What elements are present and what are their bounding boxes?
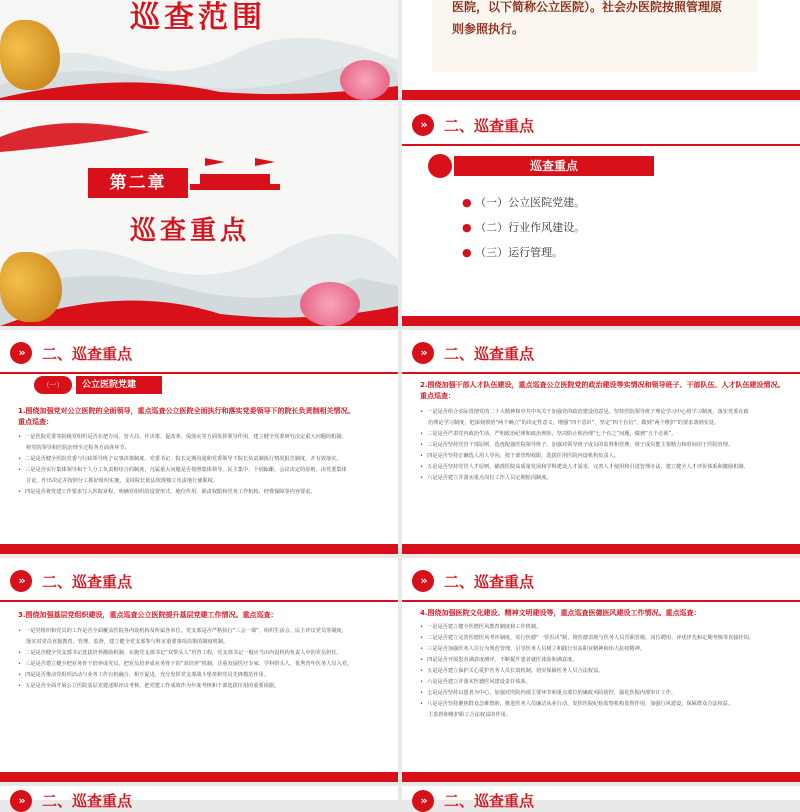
tag-title: 公立医院党建	[76, 376, 162, 394]
chevron-right-icon: »	[412, 342, 434, 364]
section-header: 二、巡查重点	[444, 345, 535, 363]
content-line: • 三是是否实行集体领导和个人分工负责相结合的制度，凡属重大问题是否按照集体领导、民主集中、个别酝酿、会议决定的原则，由党委集体	[18, 465, 384, 475]
content-line: • 五是是否建立保护关心爱护医务人员长效机制，切实保障医务人员合法权益。	[420, 666, 786, 676]
flag-building-icon	[190, 154, 280, 194]
box-icon	[428, 154, 452, 178]
content-line: • 七是是否坚持以患者为中心，加强对医院内部主要环节和重点部位的廉政风险防控，强化医院内部审计工作。	[420, 688, 786, 698]
header-divider	[402, 372, 800, 374]
section-header: 二、巡查重点	[444, 792, 535, 810]
content-line: • 四是是否将党建工作要求写入医院章程，明确党组织的设置形式、地位作用、职责权限和党务工作机构、经费保障等内容要求。	[18, 487, 384, 497]
footer-bar	[402, 544, 800, 554]
box-title: 巡查重点	[454, 156, 654, 176]
header-divider	[0, 372, 398, 374]
slide-talent	[402, 330, 800, 554]
footer-bar	[0, 772, 398, 782]
chevron-right-icon: »	[412, 790, 434, 812]
footer-bar	[402, 772, 800, 782]
slide-scope-title	[0, 0, 398, 100]
chevron-right-icon: »	[10, 570, 32, 592]
content-line: • 三是是否建立健全把业务骨干培养成党员、把党员培养成业务骨干的“双培养”机制，注重发展医疗专家、学科带头人、优秀青年医务人员入党。	[18, 659, 384, 669]
content-line: 主监督和维护职工合法权益的作用。	[428, 712, 512, 718]
header-divider	[0, 600, 398, 602]
content-heading: 2.围绕加强干部人才队伍建设，重点巡查公立医院党的政治建设等实情况和领导班子、干部队伍、人才队伍建设情况。重点巡查：	[420, 381, 785, 400]
chevron-right-icon: »	[412, 570, 434, 592]
footer-bar	[0, 544, 398, 554]
header-divider	[402, 600, 800, 602]
content-line: • 三是是否加强医务人员行为规范管理，引导医务人员树立和践行崇高职业精神和伟大抗疫精神。	[420, 644, 786, 654]
content-line: • 二是是否健全党支部书记选拔培养激励机制，实施党支部书记“双带头人”培育工程，党支部书记一般应当由内设机构负责人中的党员担任。	[18, 648, 384, 658]
content-heading: 3.围绕加强基层党组织建设，重点巡查公立医院提升基层党建工作情况。重点巡查：	[18, 611, 278, 619]
section-header: 二、巡查重点	[444, 573, 535, 591]
slide-culture	[402, 558, 800, 782]
section-header: 二、巡查重点	[42, 792, 133, 810]
content-line: • 一是是否建立健全医德医风教育制度和工作机制。	[420, 622, 786, 632]
content-line: • 三是是否坚持党管干部原则，选优配强医院领导班子，加强对领导班子成员的监督和管理，班子成员能主要精力和时间用于医院管理。	[420, 440, 786, 450]
flower-decoration	[300, 282, 360, 326]
content-line: • 四是是否坚持正确选人用人导向，按干部管理权限，选拔任用医院内设机构负责人。	[420, 451, 786, 461]
content-line: • 二是是否建立完善医德医风考评制度，实行医德“一票否决”制，将医德表现与医务人员晋职晋级、岗位聘用、评优评先和定期考核等直接挂钩。	[420, 633, 786, 643]
content-line: • 二是是否健全医院党委与行政领导班子议事决策制度，党委书记、院长定期沟通和党委领导下院长负责制执行情况报告制度，并有效落实。	[18, 454, 384, 464]
footer-bar	[402, 90, 800, 100]
section-header: 二、巡查重点	[42, 345, 133, 363]
content-line: • 六是是否建立并落实医德医风建设责任体系。	[420, 677, 786, 687]
chevron-right-icon: »	[412, 114, 434, 136]
content-line: • 一是党组织和党员的工作是否全面覆盖医院各内设机构及所属各单位，党支部是否严格执行“三会一课”、组织生活会、民主评议党员等制度，	[18, 626, 384, 636]
slide-scope-text	[402, 0, 800, 100]
content-line: 落实对党员直接教育、管理、监督，建立健全党支部参与科室重要事项决策的制度机制。	[26, 639, 229, 645]
slide-title: 巡查范围	[130, 0, 266, 35]
tag-number: （一）	[34, 376, 72, 394]
list-item: ● （二）行业作风建设。	[462, 221, 586, 234]
content-line: • 四是是否推动党组织活动与业务工作有机融合、相互促进，充分发挥党支部战斗堡垒和党员先锋模范作用。	[18, 670, 384, 680]
slide-key-points	[402, 102, 800, 326]
content-line: • 四是是否开展患者满意度测评、不断提升患者就医体验和满意度。	[420, 655, 786, 665]
content-heading: 1.围绕加强党对公立医院的全面领导，重点巡查公立医院全面执行和落实党委领导下的院长负责制相关情况。	[18, 407, 355, 415]
content-line: • 一是医院党委等院级党组织是否在把方向、管大局、作决策、促改革、保落实等方面发挥领导作用，建立健全党委研究决定重大问题的机制，	[18, 432, 384, 442]
list-item: ● （一）公立医院党建。	[462, 196, 586, 209]
flower-decoration	[340, 60, 390, 100]
footer-bar	[402, 316, 800, 326]
content-line: • 一是是否组合实际贯彻党的二十大精神和中共中央关于加强党的政治建设的意见，坚持医院领导班子理论学习中心组学习制度，落实党委在政	[420, 407, 786, 417]
content-line: • 八是是否坚持聚焦群众急难愁盼，推进医务人员廉洁从业行动，发挥医院纪检监察机构监督作用，加强行风建设，保障群众合法权益。	[420, 699, 786, 709]
point-list	[462, 194, 585, 269]
slide-party-building	[0, 330, 398, 554]
slide-grassroots	[0, 558, 398, 782]
list-item: ● （三）运行管理。	[462, 246, 564, 259]
content-line: • 六是是否建立并落实重点岗位工作人员定期轮岗制度。	[420, 473, 786, 483]
content-heading: 4.围绕加强医院文化建设、精神文明建设等，重点巡查医德医风建设工作情况。重点巡查：	[420, 609, 701, 617]
slide-partial-right	[402, 786, 800, 810]
content-line: • 二是是否严肃党内政治生活，严明政治纪律和政治规矩，坚决防止和治理“七个有之”问题，做到“五个必须”。	[420, 429, 786, 439]
chevron-right-icon: »	[10, 342, 32, 364]
content-line: 讨论，作出决定并按照分工抓好组织实施，支持院长依法依规独立负责地行使职权。	[26, 478, 218, 484]
slide-partial-left	[0, 786, 398, 810]
scope-text-line-2: 则参照执行。	[452, 22, 525, 36]
section-header: 二、巡查重点	[444, 117, 535, 135]
chevron-right-icon: »	[10, 790, 32, 812]
content-line: • 五是是否坚持党管人才原则，瞄准医院高质量发展和学科建设人才需求，完善人才使用和引进管理办法，建立健全人才评价体系和激励机制。	[420, 462, 786, 472]
chapter-badge: 第二章	[88, 168, 188, 198]
slide-chapter-two	[0, 102, 398, 326]
content-line: • 五是是否全面开展公立医院基层党建述职评议考核，把党建工作成效作为年度考核和干部选拔任用的重要依据。	[18, 681, 384, 691]
content-line: 将党的领导和医院治理全过程各方面各环节。	[26, 445, 130, 451]
header-divider	[402, 144, 800, 146]
scope-text-line-1: 医院，以下简称公立医院）。社会办医院按照管理原	[452, 0, 723, 14]
section-header: 二、巡查重点	[42, 573, 133, 591]
content-subheading: 重点巡查：	[18, 418, 53, 426]
chapter-title: 巡查重点	[130, 216, 251, 246]
content-line: 治理论学习制度，把深刻领悟“两个确立”的决定性意义，增强“四个意识”、坚定“四个自信”，做到“两个维护”的要求落到实处。	[428, 420, 720, 426]
